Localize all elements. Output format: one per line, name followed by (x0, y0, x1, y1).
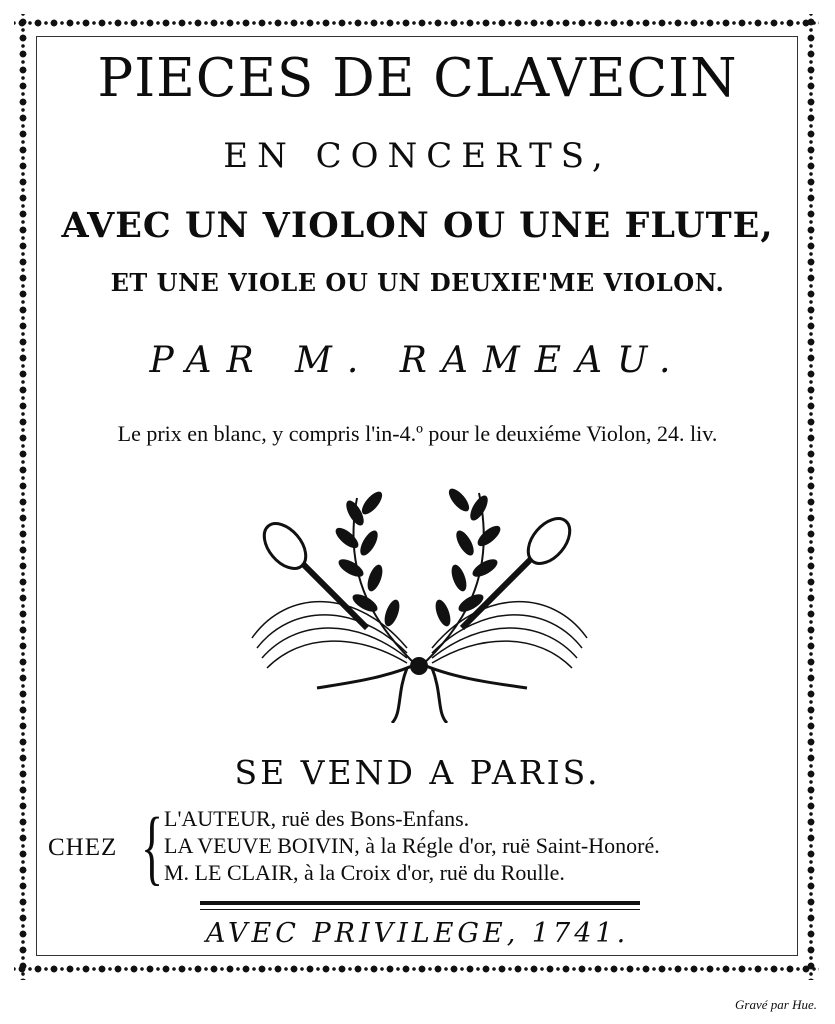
laurel-and-horns-ornament-icon (247, 478, 592, 723)
engraver-credit: Gravé par Hue. (735, 997, 817, 1012)
ornamental-border-top (14, 12, 819, 34)
title-line-1: PIECES DE CLAVECIN (97, 48, 738, 109)
address-line: M. LE CLAIR, à la Croix d'or, ruë du Roulle. (164, 860, 565, 885)
title-line-2: EN CONCERTS, (223, 136, 612, 176)
address-line: L'AUTEUR, ruë des Bons-Enfans. (164, 806, 470, 831)
author-line: PAR M. RAMEAU. (149, 340, 686, 381)
price-line: Le prix en blanc, y compris l'in-4.º pour le deuxiéme Violon, 24. liv. (117, 421, 718, 446)
address-line: LA VEUVE BOIVIN, à la Régle d'or, ruë Saint-Honoré. (164, 833, 660, 858)
title-line-3: AVEC UN VIOLON OU UNE FLUTE, (61, 205, 774, 246)
double-rule-thin (200, 909, 640, 910)
seller-addresses (38, 801, 798, 896)
double-rule-thick (200, 901, 640, 905)
sale-heading: SE VEND A PARIS. (234, 753, 601, 792)
brace-symbol: { (141, 801, 164, 894)
chez-label: CHEZ (48, 834, 118, 861)
title-line-4: ET UNE VIOLE OU UN DEUXIE'ME VIOLON. (110, 268, 725, 297)
privilege-line: AVEC PRIVILEGE, 1741. (205, 918, 630, 949)
ornamental-border-bottom (14, 958, 819, 980)
